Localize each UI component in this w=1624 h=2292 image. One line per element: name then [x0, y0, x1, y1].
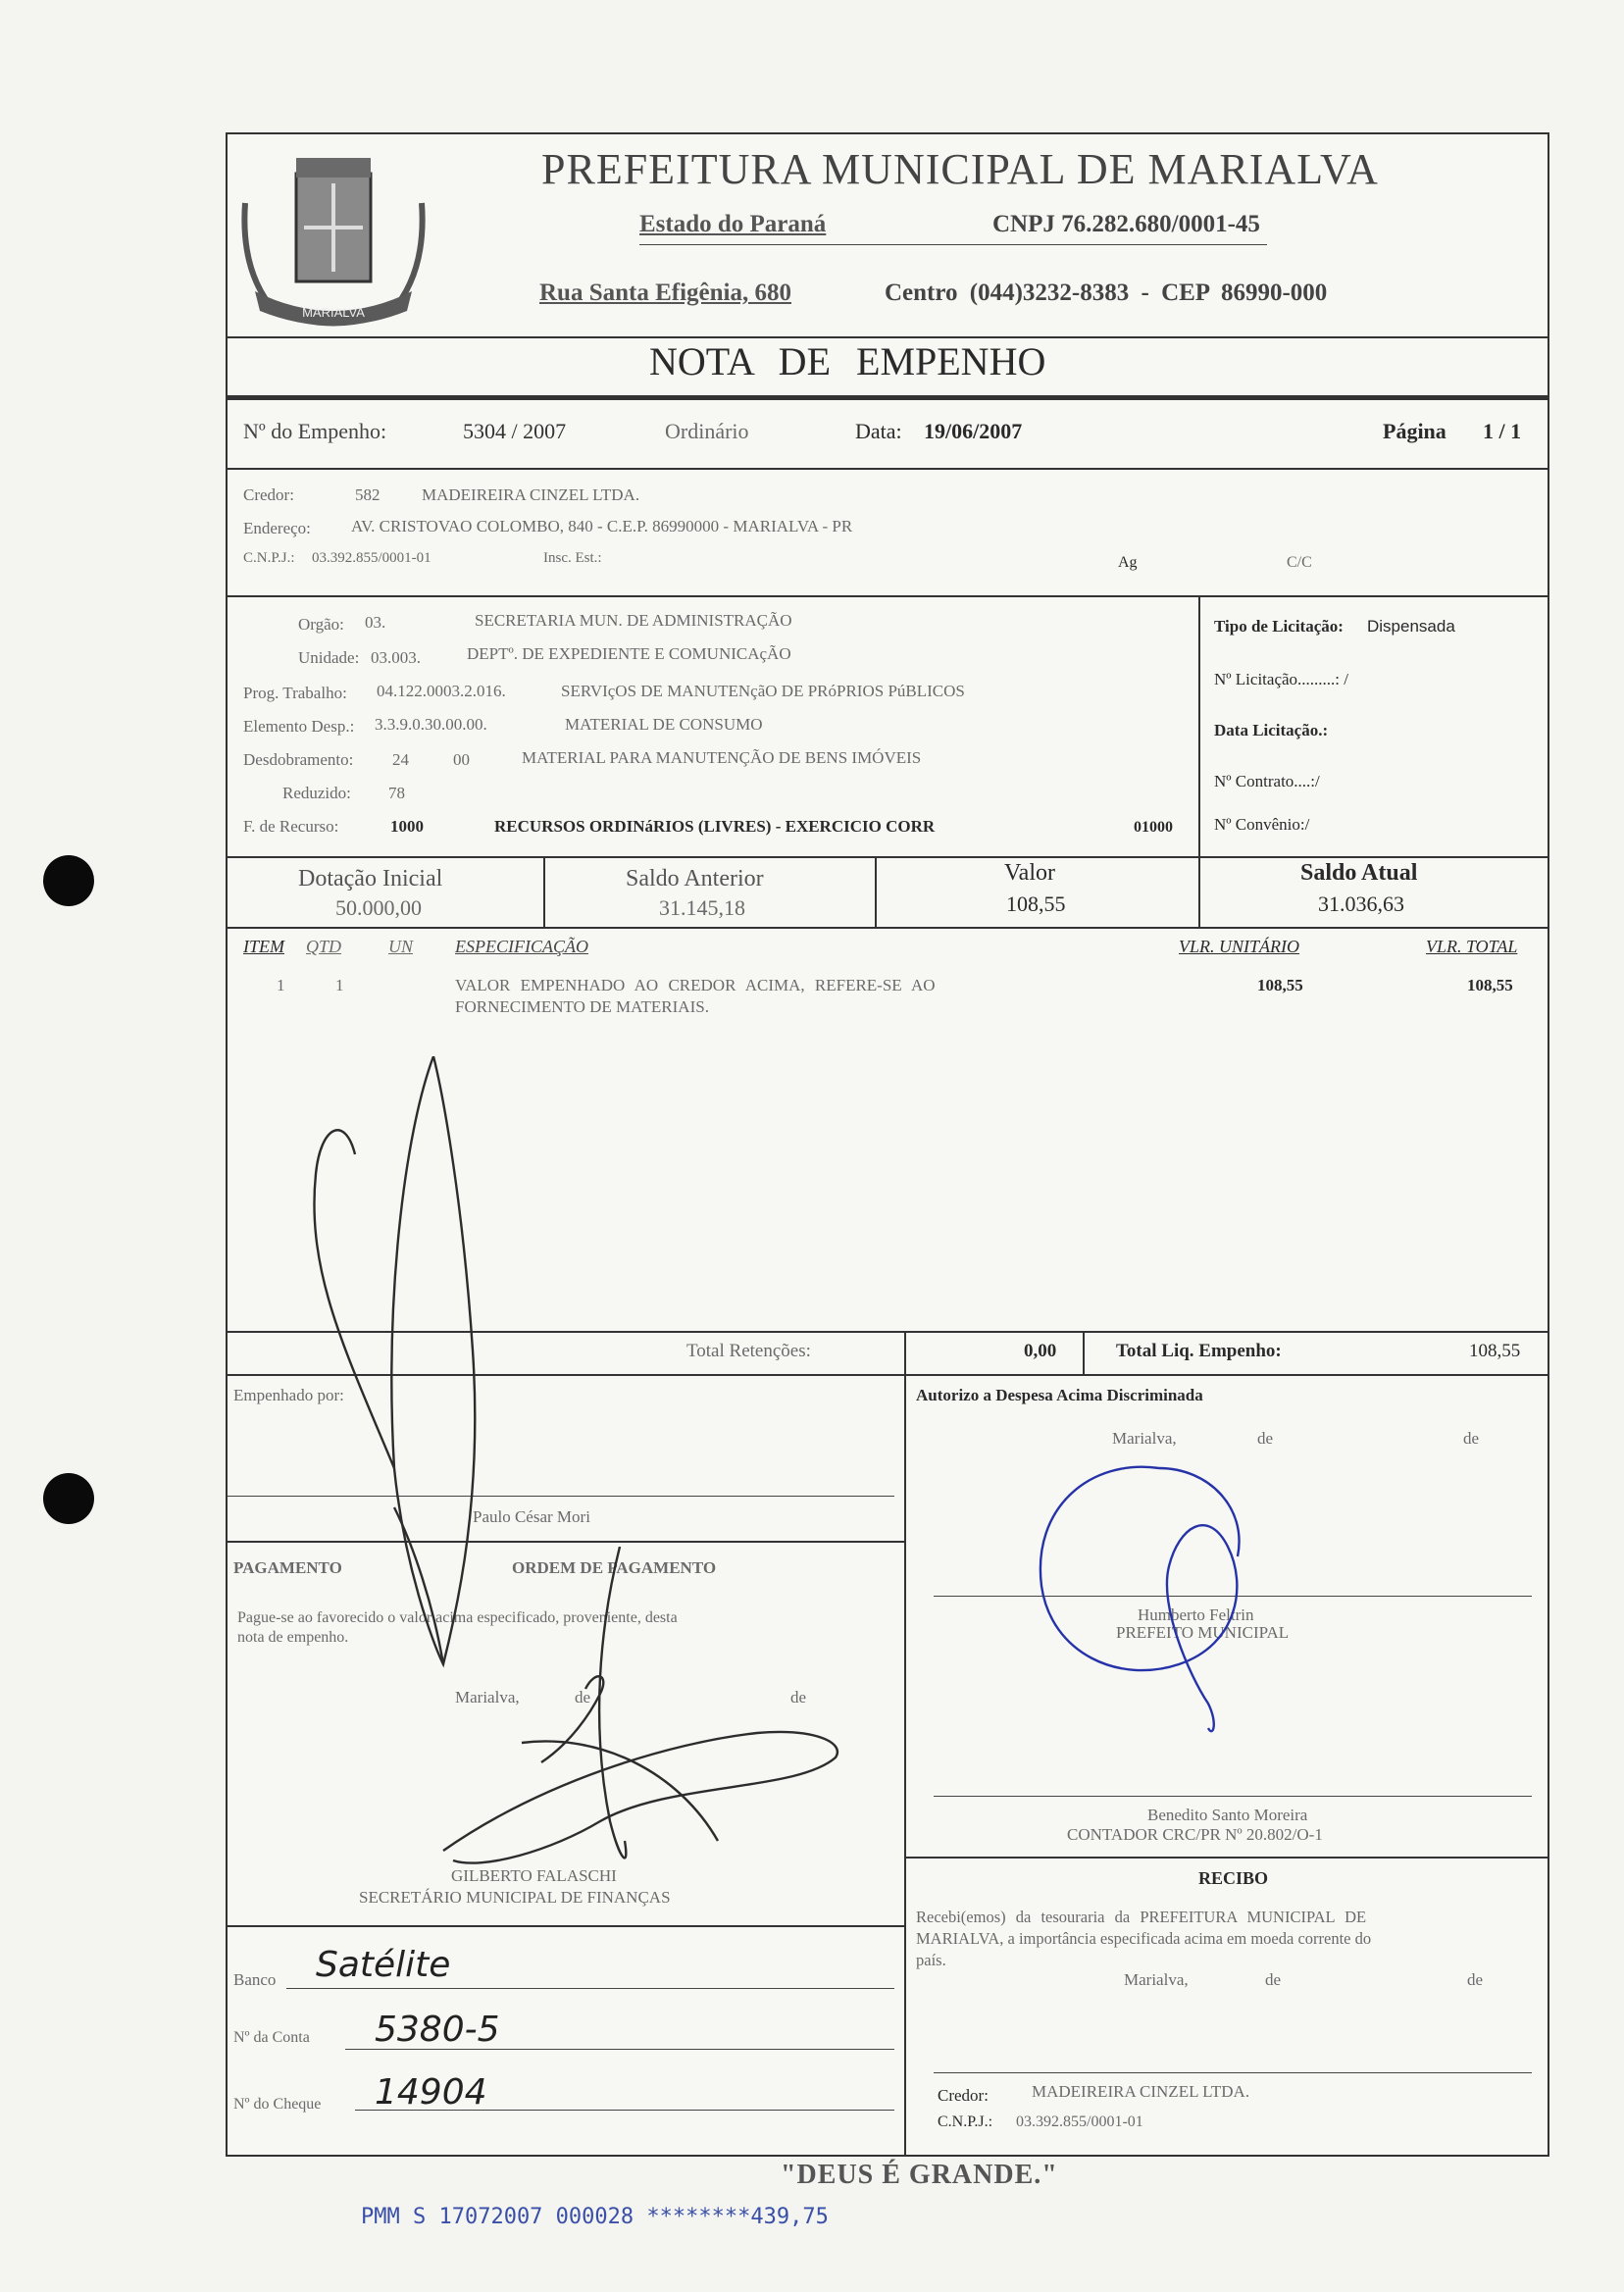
- row-vlr-unitario: 108,55: [1257, 976, 1303, 994]
- cheque-label: Nº do Cheque: [233, 2096, 322, 2113]
- row-qtd: 1: [335, 976, 344, 994]
- footer-motto: "DEUS É GRANDE.": [781, 2160, 1058, 2190]
- total-liquido-label: Total Liq. Empenho:: [1116, 1341, 1282, 1361]
- prog-name: SERVIçOS DE MANUTENçãO DE PRóPRIOS PúBLICOS: [561, 682, 965, 700]
- ordem-pagamento-label: ORDEM DE PAGAMENTO: [512, 1558, 717, 1577]
- pagamento-label: PAGAMENTO: [233, 1558, 342, 1577]
- col-vlr-unitario: VLR. UNITÁRIO: [1179, 937, 1299, 956]
- recibo-text-2: MARIALVA, a importância especificada acima em moeda corrente do: [916, 1929, 1372, 1948]
- signature-humberto-feltrin: [1012, 1449, 1306, 1743]
- valor-value: 108,55: [1006, 891, 1066, 916]
- row-item: 1: [277, 976, 285, 994]
- empenhado-por-name: Paulo César Mori: [473, 1507, 590, 1526]
- conta-label: Nº da Conta: [233, 2029, 310, 2046]
- numero-contrato: Nº Contrato....:/: [1214, 772, 1320, 790]
- numero-convenio: Nº Convênio:/: [1214, 815, 1310, 834]
- pagamento-place: Marialva,: [455, 1688, 520, 1706]
- punch-hole-top: [43, 855, 94, 906]
- empenho-number: 5304 / 2007: [463, 419, 567, 443]
- unidade-label: Unidade:: [298, 648, 360, 667]
- credor-code: 582: [355, 485, 381, 504]
- recibo-credor-name: MADEIREIRA CINZEL LTDA.: [1032, 2082, 1250, 2101]
- orgao-code: 03.: [365, 613, 386, 632]
- punch-hole-bottom: [43, 1473, 94, 1524]
- contador-title: CONTADOR CRC/PR Nº 20.802/O-1: [1067, 1825, 1323, 1844]
- empenhado-por-label: Empenhado por:: [233, 1386, 344, 1404]
- total-retencoes-label: Total Retenções:: [686, 1341, 811, 1361]
- signature-gilberto-falaschi: [424, 1547, 855, 1880]
- secretario-name: GILBERTO FALASCHI: [451, 1866, 617, 1885]
- total-retencoes-value: 0,00: [1024, 1341, 1057, 1361]
- saldo-anterior-value: 31.145,18: [659, 895, 745, 920]
- tipo-licitacao-label: Tipo de Licitação:: [1214, 617, 1344, 636]
- district-phone-cep: Centro (044)3232-8383 - CEP 86990-000: [885, 280, 1328, 306]
- credor-cnpj: 03.392.855/0001-01: [312, 550, 431, 566]
- recibo-text-1: Recebi(emos) da tesouraria da PREFEITURA MUNICIPAL DE: [916, 1908, 1367, 1926]
- secretario-title: SECRETÁRIO MUNICIPAL DE FINANÇAS: [359, 1888, 671, 1907]
- pagamento-de-1: de: [575, 1688, 591, 1706]
- banco-value: Satélite: [316, 1945, 451, 1985]
- recibo-de-2: de: [1467, 1970, 1484, 1989]
- elemento-code: 3.3.9.0.30.00.00.: [375, 715, 487, 734]
- banco-label: Banco: [233, 1970, 277, 1989]
- document-title: NOTA DE EMPENHO: [649, 339, 1046, 383]
- prog-label: Prog. Trabalho:: [243, 684, 347, 702]
- col-vlr-total: VLR. TOTAL: [1426, 937, 1518, 956]
- numero-licitacao: Nº Licitação.........: /: [1214, 670, 1348, 688]
- page-number: 1 / 1: [1483, 419, 1522, 443]
- prefeito-name: Humberto Feltrin: [1138, 1605, 1254, 1624]
- address-line: Rua Santa Efigênia, 680: [539, 280, 791, 306]
- prog-code: 04.122.0003.2.016.: [377, 682, 506, 700]
- credor-address-label: Endereço:: [243, 519, 311, 537]
- credor-insc-label: Insc. Est.:: [543, 550, 602, 566]
- orgao-label: Orgão:: [298, 615, 344, 634]
- recibo-place: Marialva,: [1124, 1970, 1189, 1989]
- empenho-type: Ordinário: [665, 419, 749, 443]
- elemento-label: Elemento Desp.:: [243, 717, 355, 736]
- cheque-value: 14904: [375, 2072, 487, 2113]
- prefeito-title: PREFEITO MUNICIPAL: [1116, 1623, 1290, 1642]
- valor-label: Valor: [1004, 860, 1055, 886]
- reduzido-value: 78: [388, 784, 405, 802]
- orgao-name: SECRETARIA MUN. DE ADMINISTRAÇÃO: [475, 611, 792, 630]
- recibo-de-1: de: [1265, 1970, 1282, 1989]
- unidade-code: 03.003.: [371, 648, 421, 667]
- empenho-number-label: Nº do Empenho:: [243, 419, 387, 443]
- nota-de-empenho-form: [226, 132, 1549, 2157]
- seal-banner-text: MARIALVA: [302, 305, 365, 320]
- col-qtd: QTD: [306, 937, 342, 956]
- recibo-cnpj-label: C.N.P.J.:: [938, 2114, 993, 2130]
- autorizo-label: Autorizo a Despesa Acima Discriminada: [916, 1386, 1203, 1404]
- credor-ag-label: Ag: [1118, 554, 1138, 571]
- row-especificacao-2: FORNECIMENTO DE MATERIAIS.: [455, 997, 709, 1016]
- prefeitura-title: PREFEITURA MUNICIPAL DE MARIALVA: [541, 145, 1379, 193]
- tipo-licitacao-value: Dispensada: [1367, 617, 1455, 636]
- cnpj-prefeitura: CNPJ 76.282.680/0001-45: [992, 211, 1260, 237]
- empenho-date-label: Data:: [855, 419, 902, 443]
- desdobramento-sub: 00: [453, 750, 470, 769]
- pagamento-de-2: de: [790, 1688, 807, 1706]
- pagamento-text-2: nota de empenho.: [237, 1629, 349, 1646]
- recibo-label: RECIBO: [1198, 1868, 1269, 1888]
- total-liquido-value: 108,55: [1469, 1341, 1521, 1361]
- unidade-name: DEPTº. DE EXPEDIENTE E COMUNICAçÃO: [467, 644, 791, 663]
- estado-label: Estado do Paraná: [639, 211, 827, 237]
- contador-name: Benedito Santo Moreira: [1147, 1806, 1308, 1824]
- credor-cnpj-label: C.N.P.J.:: [243, 550, 295, 566]
- saldo-atual-value: 31.036,63: [1318, 891, 1404, 916]
- recibo-credor-label: Credor:: [938, 2086, 989, 2105]
- recibo-text-3: país.: [916, 1951, 946, 1969]
- recibo-cnpj: 03.392.855/0001-01: [1016, 2114, 1143, 2130]
- saldo-anterior-label: Saldo Anterior: [626, 866, 764, 891]
- autorizo-de-2: de: [1463, 1429, 1480, 1448]
- pagamento-text-1: Pague-se ao favorecido o valor acima especificado, proveniente, desta: [237, 1609, 678, 1626]
- dotacao-inicial-label: Dotação Inicial: [298, 866, 443, 891]
- page-label: Página: [1383, 419, 1446, 443]
- row-vlr-total: 108,55: [1467, 976, 1513, 994]
- col-especificacao: ESPECIFICAÇÃO: [455, 937, 588, 956]
- elemento-name: MATERIAL DE CONSUMO: [565, 715, 763, 734]
- credor-name: MADEIREIRA CINZEL LTDA.: [422, 485, 640, 504]
- conta-value: 5380-5: [375, 2010, 500, 2050]
- autorizo-de-1: de: [1257, 1429, 1274, 1448]
- desdobramento-name: MATERIAL PARA MANUTENÇÃO DE BENS IMÓVEIS: [522, 748, 922, 767]
- recurso-label: F. de Recurso:: [243, 817, 339, 836]
- col-un: UN: [388, 937, 414, 956]
- credor-cc-label: C/C: [1287, 554, 1312, 571]
- credor-label: Credor:: [243, 485, 294, 504]
- col-item: ITEM: [243, 937, 284, 956]
- footer-stamp: PMM S 17072007 000028 ********439,75: [361, 2205, 829, 2229]
- recurso-code: 1000: [390, 817, 424, 836]
- recurso-number: 01000: [1134, 819, 1173, 836]
- recurso-name: RECURSOS ORDINáRIOS (LIVRES) - EXERCICIO CORR: [494, 817, 936, 836]
- saldo-atual-label: Saldo Atual: [1300, 860, 1418, 886]
- row-especificacao-1: VALOR EMPENHADO AO CREDOR ACIMA, REFERE-SE AO: [455, 976, 936, 994]
- desdobramento-label: Desdobramento:: [243, 750, 354, 769]
- desdobramento-code: 24: [392, 750, 409, 769]
- empenho-date: 19/06/2007: [924, 419, 1023, 443]
- municipal-seal-icon: [235, 144, 431, 331]
- credor-address: AV. CRISTOVAO COLOMBO, 840 - C.E.P. 86990000 - MARIALVA - PR: [351, 517, 853, 535]
- autorizo-place: Marialva,: [1112, 1429, 1177, 1448]
- data-licitacao: Data Licitação.:: [1214, 721, 1329, 739]
- reduzido-label: Reduzido:: [282, 784, 351, 802]
- dotacao-inicial-value: 50.000,00: [335, 895, 422, 920]
